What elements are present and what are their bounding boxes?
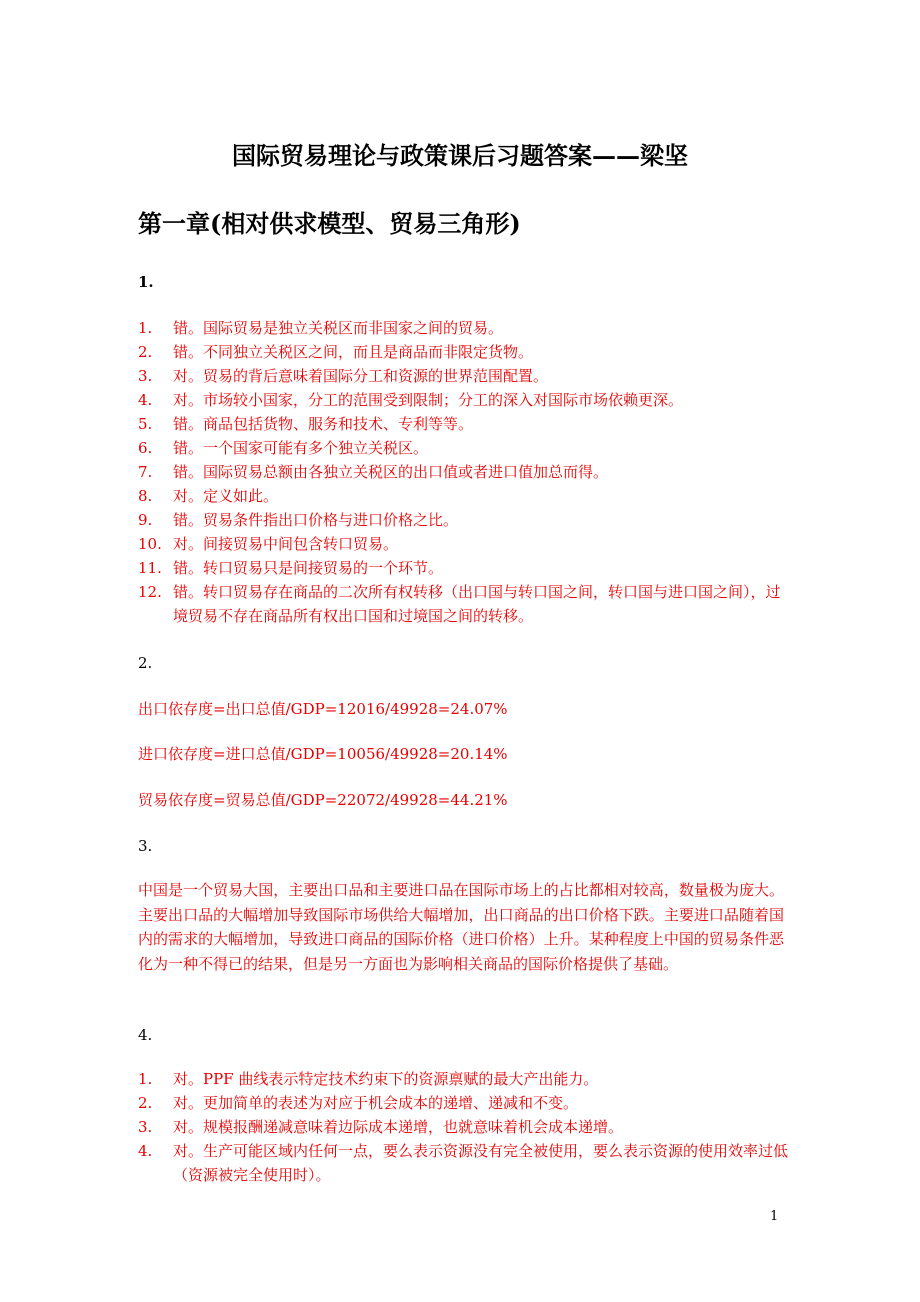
list-item [138,532,788,556]
item-number: 4. [138,391,153,409]
list-item [138,460,788,484]
list-item [138,1139,788,1187]
trade-dependency-line [138,789,508,811]
question-1-answer-list [138,316,788,628]
item-text: 对。定义如此。 [173,487,279,505]
list-item [138,340,788,364]
list-item [138,316,788,340]
list-item [138,1091,788,1115]
list-item [138,484,788,508]
export-dependency-line [138,698,508,720]
list-item [138,1067,788,1091]
item-number: 7. [138,463,153,481]
list-item [138,508,788,532]
question-1-number: 1. [138,273,154,291]
item-number: 10. [138,535,162,553]
item-text: 错。一个国家可能有多个独立关税区。 [173,439,429,457]
question-4-answer-list [138,1067,788,1187]
item-number: 11. [138,559,162,577]
line-label: 进口依存度 [138,745,214,763]
item-text: 错。不同独立关税区之间，而且是商品而非限定货物。 [173,343,534,361]
item-text: 错。贸易条件指出口价格与进口价格之比。 [173,511,459,529]
list-item [138,412,788,436]
item-text: 对。市场较小国家，分工的范围受到限制；分工的深入对国际市场依赖更深。 [173,391,684,409]
item-text: 错。转口贸易存在商品的二次所有权转移（出口国与转口国之间，转口国与进口国之间），过境贸易不存在商品所有权出口国和过境国之间的转移。 [173,583,781,625]
line-formula: =贸易总值/GDP=22072/49928=44.21% [213,791,508,809]
item-text: 对。更加简单的表述为对应于机会成本的递增、递减和不变。 [173,1094,579,1112]
item-number: 2. [138,343,153,361]
list-item [138,1115,788,1139]
import-dependency-line [138,743,508,765]
item-text: 对。PPF 曲线表示特定技术约束下的资源禀赋的最大产出能力。 [173,1070,599,1088]
line-formula: =进口总值/GDP=10056/49928=20.14% [213,745,508,763]
document-title: 国际贸易理论与政策课后习题答案——梁坚 [232,141,688,170]
list-item [138,364,788,388]
page-number: 1 [770,1209,779,1224]
list-item [138,556,788,580]
item-number: 3. [138,1118,153,1136]
line-label: 出口依存度 [138,700,214,718]
question-2-number: 2. [138,654,153,672]
item-number: 9. [138,511,153,529]
item-text: 对。规模报酬递减意味着边际成本递增，也就意味着机会成本递增。 [173,1118,624,1136]
item-number: 4. [138,1142,153,1160]
item-number: 1. [138,319,153,337]
question-3-answer: 中国是一个贸易大国，主要出口品和主要进口品在国际市场上的占比都相对较高，数量极为庞大。主要出口品的大幅增加导致国际市场供给大幅增加，出口商品的出口价格下跌。主要进口品随着国内的需求的大幅增加，导致进口商品的国际价格（进口价格）上升。某种程度上中国的贸易条件恶化为一种不得已的结果，但是另一方面也为影响相关商品的国际价格提供了基础。 [138,881,784,973]
item-text: 错。商品包括货物、服务和技术、专利等等。 [173,415,474,433]
item-number: 6. [138,439,153,457]
list-item [138,388,788,412]
item-text: 错。转口贸易只是间接贸易的一个环节。 [173,559,444,577]
question-4-number: 4. [138,1026,153,1044]
item-text: 对。生产可能区域内任何一点，要么表示资源没有完全被使用，要么表示资源的使用效率过低（资源被完全使用时）。 [173,1142,789,1184]
item-text: 对。间接贸易中间包含转口贸易。 [173,535,399,553]
list-item [138,436,788,460]
line-label: 贸易依存度 [138,791,214,809]
chapter-heading: 第一章(相对供求模型、贸易三角形) [138,209,521,238]
item-number: 5. [138,415,153,433]
line-formula: =出口总值/GDP=12016/49928=24.07% [213,700,508,718]
item-text: 对。贸易的背后意味着国际分工和资源的世界范围配置。 [173,367,549,385]
item-number: 12. [138,583,162,601]
question-3-number: 3. [138,837,153,855]
item-text: 错。国际贸易是独立关税区而非国家之间的贸易。 [173,319,504,337]
item-number: 3. [138,367,153,385]
item-number: 1. [138,1070,153,1088]
item-number: 8. [138,487,153,505]
item-text: 错。国际贸易总额由各独立关税区的出口值或者进口值加总而得。 [173,463,609,481]
list-item [138,580,788,628]
item-number: 2. [138,1094,153,1112]
